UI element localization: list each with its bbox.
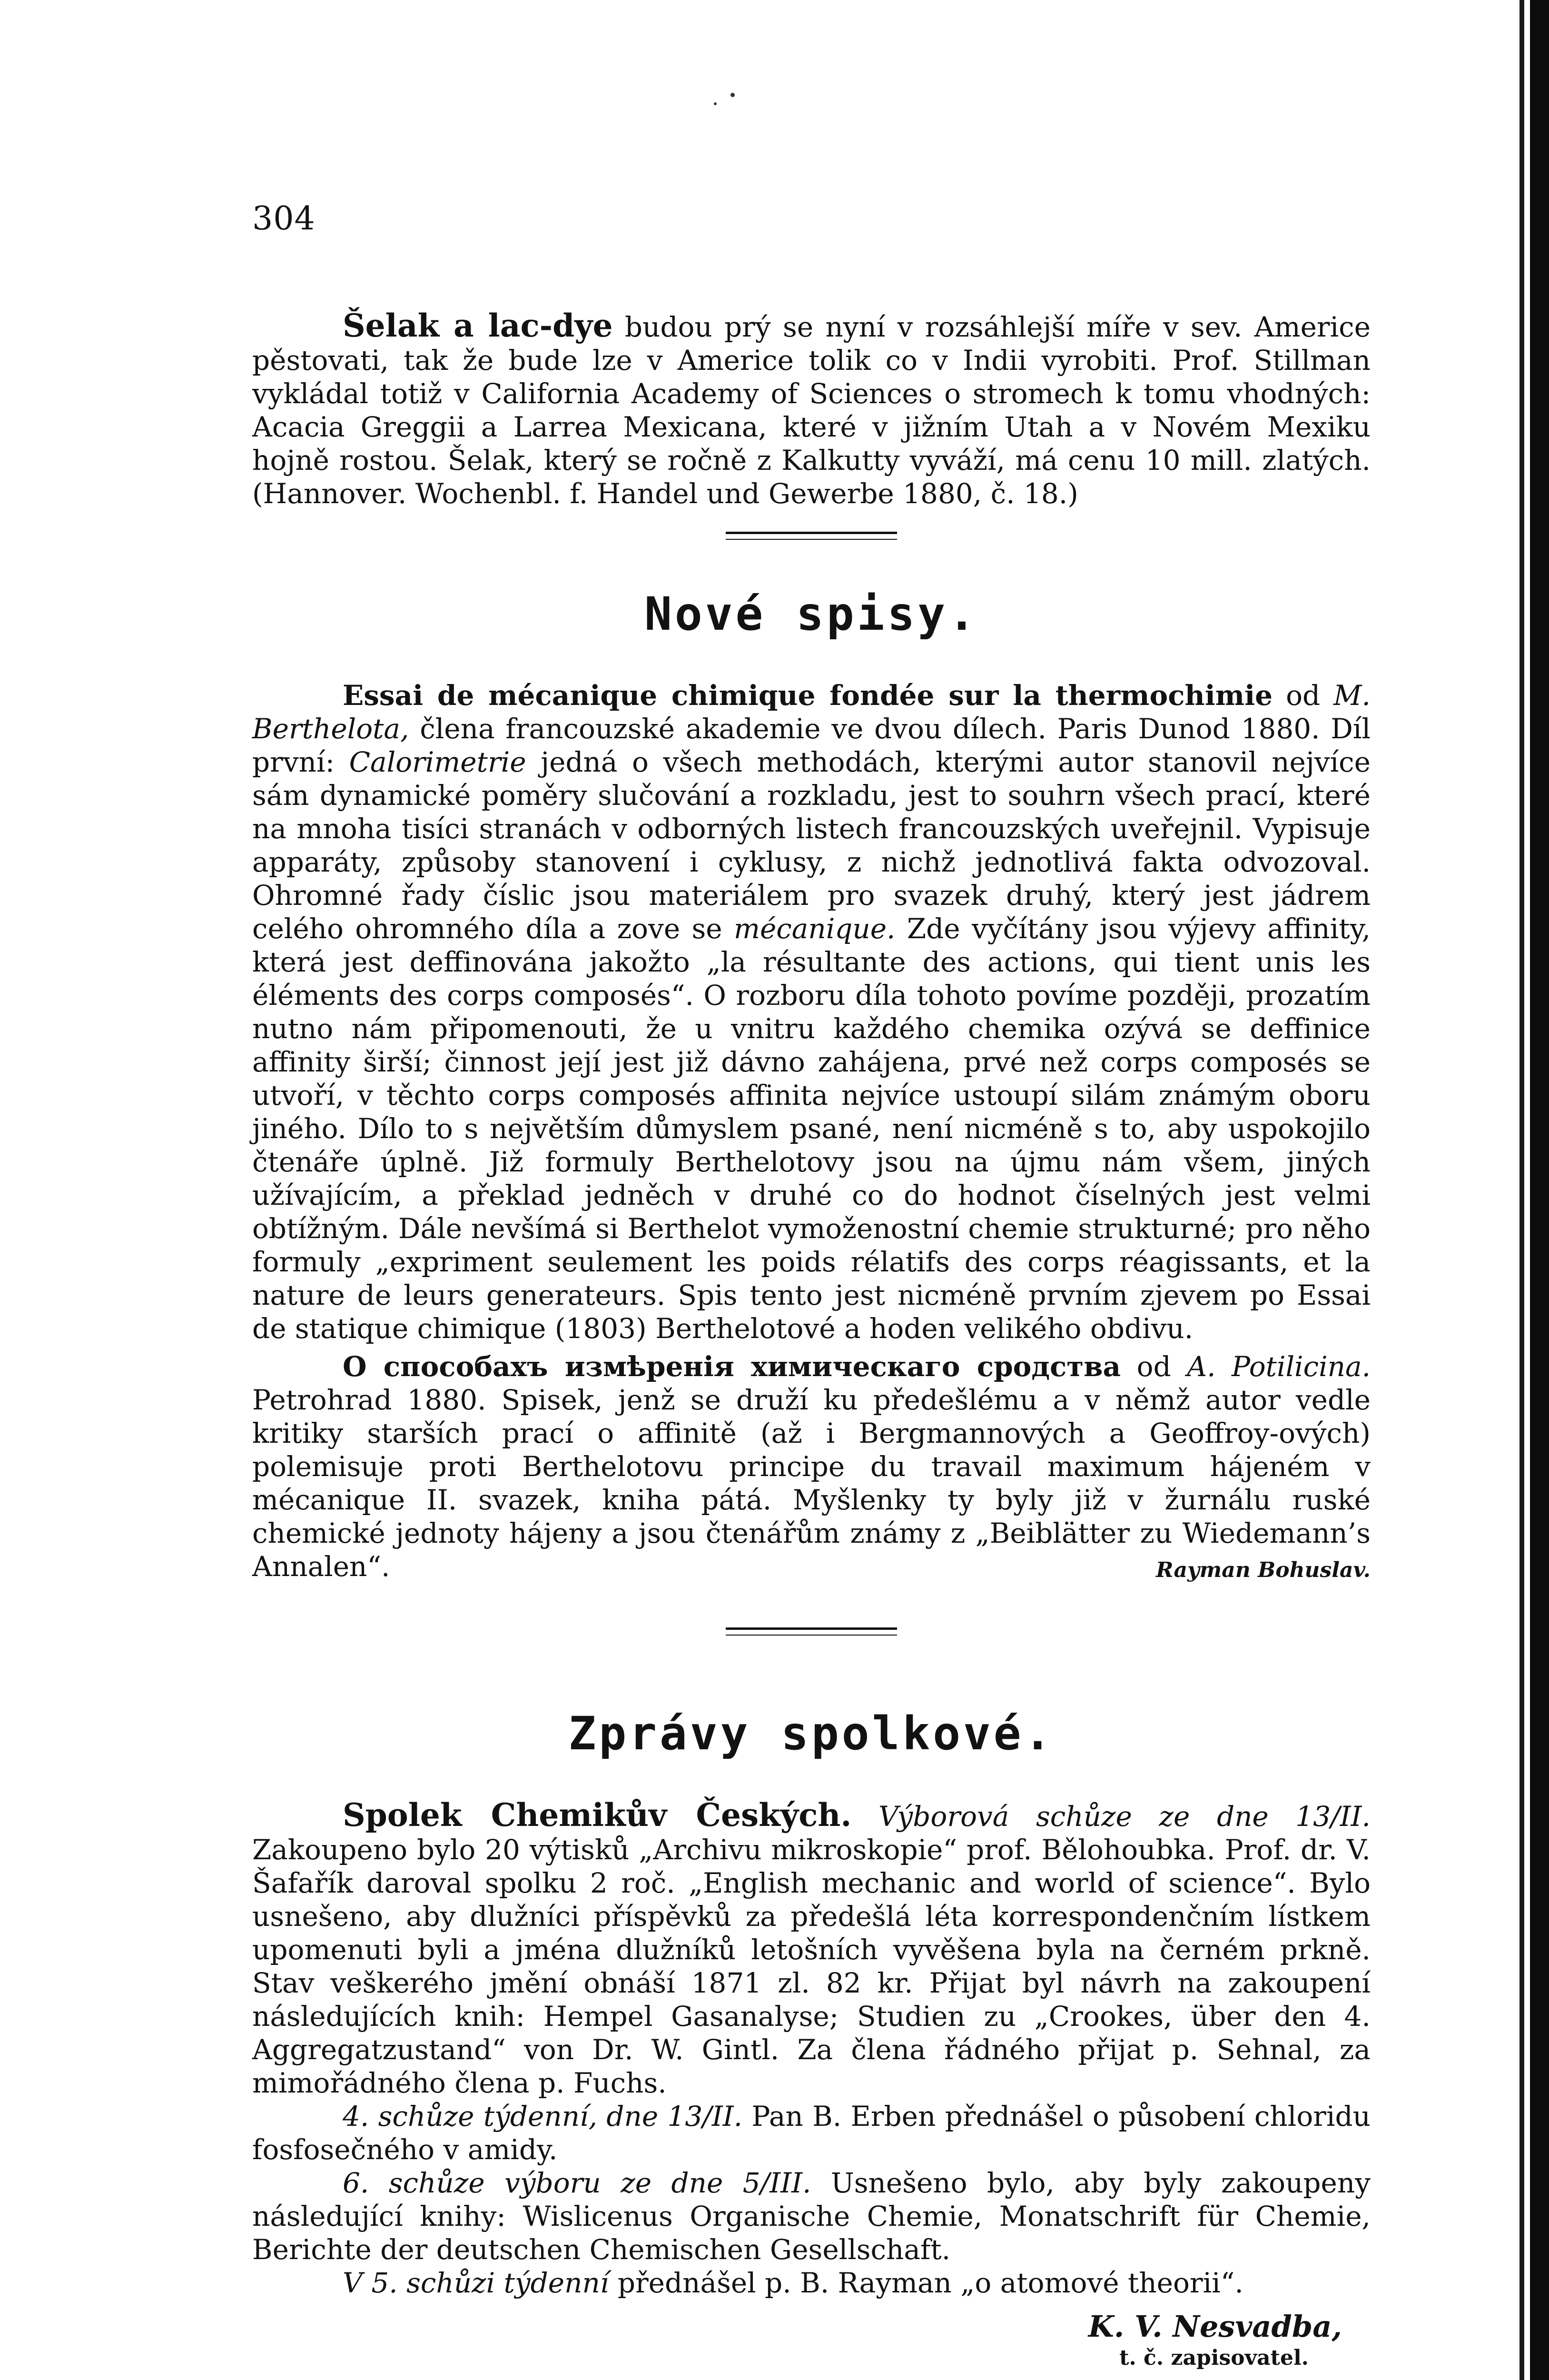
secretary-signature <box>252 2309 1371 2370</box>
meeting-date: Výborová schůze ze dne 13/II. <box>851 1800 1371 1833</box>
meeting-text: přednášel p. B. Rayman „o atomové theorii“. <box>609 2267 1243 2299</box>
society-paragraph-weekly-4 <box>252 2100 1371 2166</box>
section-divider <box>726 532 897 540</box>
book-title: Essai de mécanique chimique fondée sur la thermochimie <box>343 679 1273 712</box>
meeting-date: 4. schůze týdenní, dne 13/II. <box>343 2100 743 2132</box>
book-author: M. Berthelota, <box>252 679 1371 745</box>
section-heading-new-books: Nové spisy. <box>644 587 978 641</box>
scan-speck <box>714 102 717 105</box>
meeting-text: Zakoupeno bylo 20 výtisků „Archivu mikroskopie“ prof. Bělohoubka. Prof. dr. V. Šafařík daroval spolku 2 roč. „English mechanic and world of science“. Bylo usnešeno, aby dlužníci příspěvků za předešlá léta korrespondenčním lístkem upomenuti byli a jména dlužníků letošních vyvěšena byla na černém prkně. Stav veškerého jmění obnáší 1871 zl. 82 kr. Přijat byl návrh na zakoupení následujících knih: Hempel Gasanalyse; Studien zu „Crookes, über den 4. Aggregatzustand“ von Dr. W. Gintl. Za člena řádného přijat p. Sehnal, za mimořádného člena p. Fuchs. <box>252 1834 1371 2099</box>
book-subtitle: Calorimetrie <box>349 746 526 778</box>
meeting-date: 6. schůze výboru ze dne 5/III. <box>343 2167 811 2199</box>
reviewer-signature: Rayman Bohuslav. <box>1156 1558 1371 1582</box>
meeting-text: Pan B. Erben přednášel o působení chloridu fosfosečného v amidy. <box>252 2100 1371 2166</box>
society-name: Spolek Chemikův Českých. <box>343 1796 852 1834</box>
book-subtitle: mécanique. <box>733 912 896 945</box>
article-text: budou prý se nyní v rozsáhlejší míře v sev. Americe pěstovati, tak že bude lze v Americe tolik co v Indii vyrobiti. Prof. Stillman vykládal totiž v California Academy of Sciences o stromech k tomu vhodných: Acacia Greggii a Larrea Mexicana, které v jižním Utah a v Novém Mexiku hojně rostou. Šelak, který se ročně z Kalkutty vyváží, má cenu 10 mill. zlatých. (Hannover. Wochenbl. f. Handel und Gewerbe 1880, č. 18.) <box>252 311 1371 510</box>
section-heading-society-news: Zprávy spolkové. <box>568 1707 1055 1760</box>
section-divider <box>726 1627 897 1636</box>
article-lead: Šelak a lac-dye <box>343 307 613 344</box>
book-text: Zde vyčítány jsou výjevy affinity, která jest deffinována jakožto „la résultante des actions, qui tient unis les éléments des corps composés“. O rozboru díla tohoto povíme později, prozatím nutno nám připomenouti, že u vnitru každého chemika ozývá se deffinice affinity širší; činnost její jest již dávno zahájena, prvé než corps composés se utvoří, v těchto corps composés affinita nejvíce ustoupí silám známým oboru jiného. Dílo to s největším důmyslem psané, není nicméně s to, aby uspokojilo čtenáře úplně. Již formuly Berthelotovy jsou na újmu nám všem, jiných užívajícím, a překlad jedněch v druhé co do hodnot číselných jest velmi obtížným. Dále nevšímá si Berthelot vymoženostní chemie strukturné; pro něho formuly „expriment seulement les poids rélatifs des corps réagissants, et la nature de leurs generateurs. Spis tento jest nicméně prvním zjevem po Essai de statique chimique (1803) Berthelotové a hoden velikého obdivu. <box>252 912 1371 1345</box>
meeting-text: Usnešeno bylo, aby byly zakoupeny následující knihy: Wislicenus Organische Chemie, Monatschrift für Chemie, Berichte der deutschen Chemischen Gesellschaft. <box>252 2167 1371 2266</box>
article-selak <box>252 309 1371 510</box>
book-text: člena francouzské akademie ve dvou dílech. Paris Dunod 1880. Díl první: <box>252 713 1371 778</box>
book-entry-potilicin <box>252 1350 1371 1583</box>
book-text: jedná o všech methodách, kterými autor stanovil nejvíce sám dynamické poměry slučování a rozkladu, jest to souhrn všech prací, které na mnoha tisíci stranách v odborných listech francouzských uveřejnil. Vypisuje apparáty, způsoby stanovení i cyklusy, z nichž jednotlivá fakta odvozoval. Ohromné řady číslic jsou materiálem pro svazek druhý, který jest jádrem celého ohromného díla a zove se <box>252 746 1371 945</box>
society-paragraph-committee <box>252 1798 1371 2100</box>
page-number: 304 <box>252 200 316 238</box>
scan-edge-inner <box>1519 0 1524 2380</box>
book-text: Petrohrad 1880. Spisek, jenž se druží ku předešlému a v němž autor vedle kritiky starších prací o affinitě (až i Bergmannových a Geoffroy-ových) polemisuje proti Berthelotovu principe du travail maximum hájeném v mécanique II. svazek, kniha pátá. Myšlenky ty byly již v žurnálu ruské chemické jednoty hájeny a jsou čtenářům známy z „Beiblätter zu Wiedemann’s Annalen“. <box>252 1384 1371 1583</box>
secretary-title: t. č. zapisovatel. <box>1119 2346 1309 2370</box>
book-entry-berthelot <box>252 679 1371 1345</box>
society-paragraph-weekly-5 <box>252 2266 1371 2300</box>
page <box>252 200 1371 2380</box>
book-author: A. Potilicina. <box>1187 1350 1371 1383</box>
book-text: od <box>1273 679 1334 712</box>
scan-speck <box>730 93 735 97</box>
secretary-name: K. V. Nesvadba, <box>1088 2309 1342 2344</box>
book-text: od <box>1121 1350 1187 1383</box>
book-title: О способахъ измѣренія химическаго сродства <box>343 1350 1121 1383</box>
scan-edge <box>1530 0 1549 2380</box>
meeting-date: V 5. schůzi týdenní <box>343 2267 609 2299</box>
society-paragraph-committee-6 <box>252 2166 1371 2266</box>
